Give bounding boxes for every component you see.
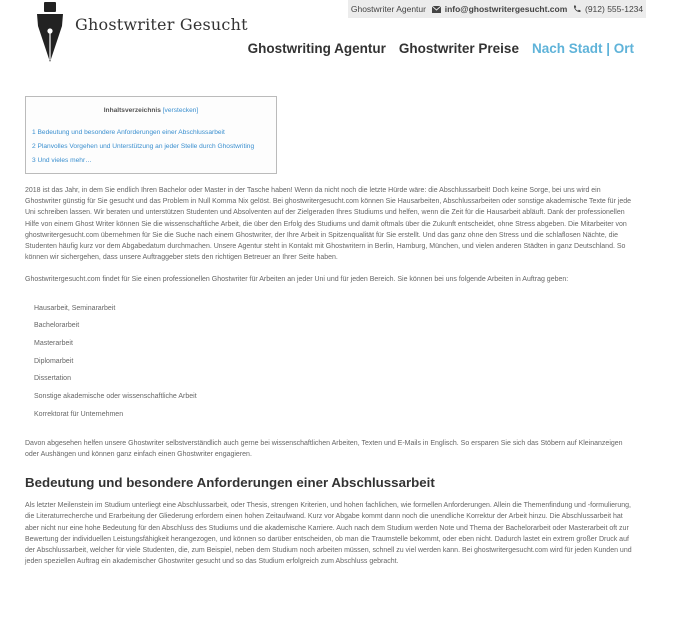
toc-title: Inhaltsverzeichnis	[103, 107, 161, 114]
agency-label: Ghostwriter Agentur	[350, 4, 426, 14]
services-list	[34, 300, 637, 424]
phone-label: (912) 555-1234	[585, 4, 644, 14]
intro-paragraph: 2018 ist das Jahr, in dem Sie endlich Ihren Bachelor oder Master in der Tasche haben! Wenn da nicht noch die letzte Hürde wäre: die Abschlussarbeit! Doch keine Sorge, bei uns wird ein Ghostwriter günstig für Sie gesucht und das Problem in Null Komma Nix gelöst. Bei ghostwritergesucht.com können Sie Hausarbeiten, Abschlussarbeiten oder sonstige akademische Texte für jede Uni schreiben lassen. Wir beraten und unterstützen Studenten und Absolventen auf der Zielgeraden Ihres Studiums und helfen, wenn die Zeit für die Hausarbeit abläuft. Dank der professionellen Hilfe von einem Ghost Writer können Sie die wissenschaftliche Arbeit, die über den Erfolg des Studiums und damit oftmals über die Zukunft entscheidet, ohne Stress abgeben. Die Mitarbeiter von ghostwritergesucht.com übernehmen für Sie die Suche nach einem Ghostwriter, der Ihre Arbeit in Spitzenqualität für Sie erstellt. Und das ganz ohne den Stress und die schlaflosen Nächte, die Studenten häufig kurz vor dem Abgabedatum durchmachen. Unsere Agentur steht in Kontakt mit Ghostwritern in Berlin, Hamburg, München, und vielen anderen Städten in ganz Deutschland. So können wir sichergehen, dass unsere Auftraggeber stets den richtigen Betreuer an Ihrer Seite haben.	[25, 187, 632, 262]
toc-item[interactable]: 1 Bedeutung und besondere Anforderungen einer Abschlussarbeit	[32, 129, 225, 136]
list-item: Korrektorat für Unternehmen	[34, 410, 124, 418]
email-label: info@ghostwritergesucht.com	[444, 4, 568, 14]
table-of-contents	[25, 96, 277, 174]
toc-item[interactable]: 3 Und vieles mehr…	[32, 157, 92, 164]
list-item: Hausarbeit, Seminararbeit	[34, 304, 116, 312]
site-logo[interactable]	[33, 2, 248, 64]
top-contact-bar	[348, 0, 646, 18]
nav-item-nach-stadt-ort[interactable]: Nach Stadt | Ort	[531, 41, 634, 56]
logo-text: Ghostwriter Gesucht	[75, 14, 248, 34]
english-paragraph: Davon abgesehen helfen unsere Ghostwriter selbstverständlich auch gerne bei wissenschaftlichen Arbeiten, Texten und E-Mails in Englisch. So ersparen Sie sich das Stöbern auf Kleinanzeigen oder Aushängen und können ganz einfach einen Ghostwriter engagieren.	[25, 439, 623, 458]
fountain-pen-nib-icon	[33, 2, 67, 64]
list-item: Bachelorarbeit	[34, 322, 80, 330]
article-content	[25, 185, 637, 567]
phone-icon	[573, 5, 581, 13]
toc-item[interactable]: 2 Planvolles Vorgehen und Unterstützung an jeder Stelle durch Ghostwriting	[32, 143, 255, 150]
list-item: Dissertation	[34, 375, 71, 383]
nav-item-ghostwriter-preise[interactable]: Ghostwriter Preise	[398, 41, 519, 56]
email-link[interactable]	[432, 4, 568, 14]
nav-item-ghostwriting-agentur[interactable]: Ghostwriting Agentur	[247, 41, 386, 56]
phone-link[interactable]	[573, 4, 643, 14]
toc-header	[26, 107, 276, 114]
list-item: Masterarbeit	[34, 340, 73, 348]
toc-list	[32, 126, 276, 168]
section-paragraph: Als letzter Meilenstein im Studium unterliegt eine Abschlussarbeit, oder Thesis, strengen Kriterien, und hohen fachlichen, wie formellen Anforderungen. Allein die Themenfindung und -formulierung, die Literaturrecherche und Erarbeitung der Gliederung erfordern einen hohen Zeitaufwand. Kurz vor Abgabe kommt dann noch die unendliche Korrektur der Arbeit hinzu. Die Abschlussarbeit hat aber nicht nur eine hohe Bedeutung für den Abschluss des Studiums und die akademische Karriere. Auch nach dem Studium werden Note und Thema der Bachelorarbeit oder Masterarbeit oft zur Bewertung der individuellen Leistungsfähigkeit herangezogen, und können so darüber entscheiden, ob man die Traumstelle bekommt, oder eben nicht. Dadurch lastet ein extrem großer Druck auf der Abschlussarbeit, welcher für viele Studenten, die, zum Beispiel, neben dem Studium noch arbeiten müssen, schnell zu viel werden kann. Bei ghostwritergesucht.com wird für jeden Kunden und jeden speziellen Auftrag ein akademischer Ghostwriter gesucht und so das Studium erfolgreich zum Abschluss gebracht.	[25, 502, 632, 566]
list-item: Sonstige akademische oder wissenschaftliche Arbeit	[34, 393, 197, 401]
services-paragraph: Ghostwritergesucht.com findet für Sie einen professionellen Ghostwriter für Arbeiten an jeder Uni und für jeden Bereich. Sie können bei uns folgende Arbeiten in Auftrag geben:	[25, 276, 569, 284]
list-item: Diplomarbeit	[34, 357, 74, 365]
section-heading: Bedeutung und besondere Anforderungen einer Abschlussarbeit	[25, 474, 435, 490]
envelope-icon	[432, 6, 441, 13]
agency-link[interactable]	[351, 4, 426, 14]
toc-toggle-link[interactable]: [verstecken]	[162, 107, 199, 114]
main-nav	[248, 41, 634, 56]
